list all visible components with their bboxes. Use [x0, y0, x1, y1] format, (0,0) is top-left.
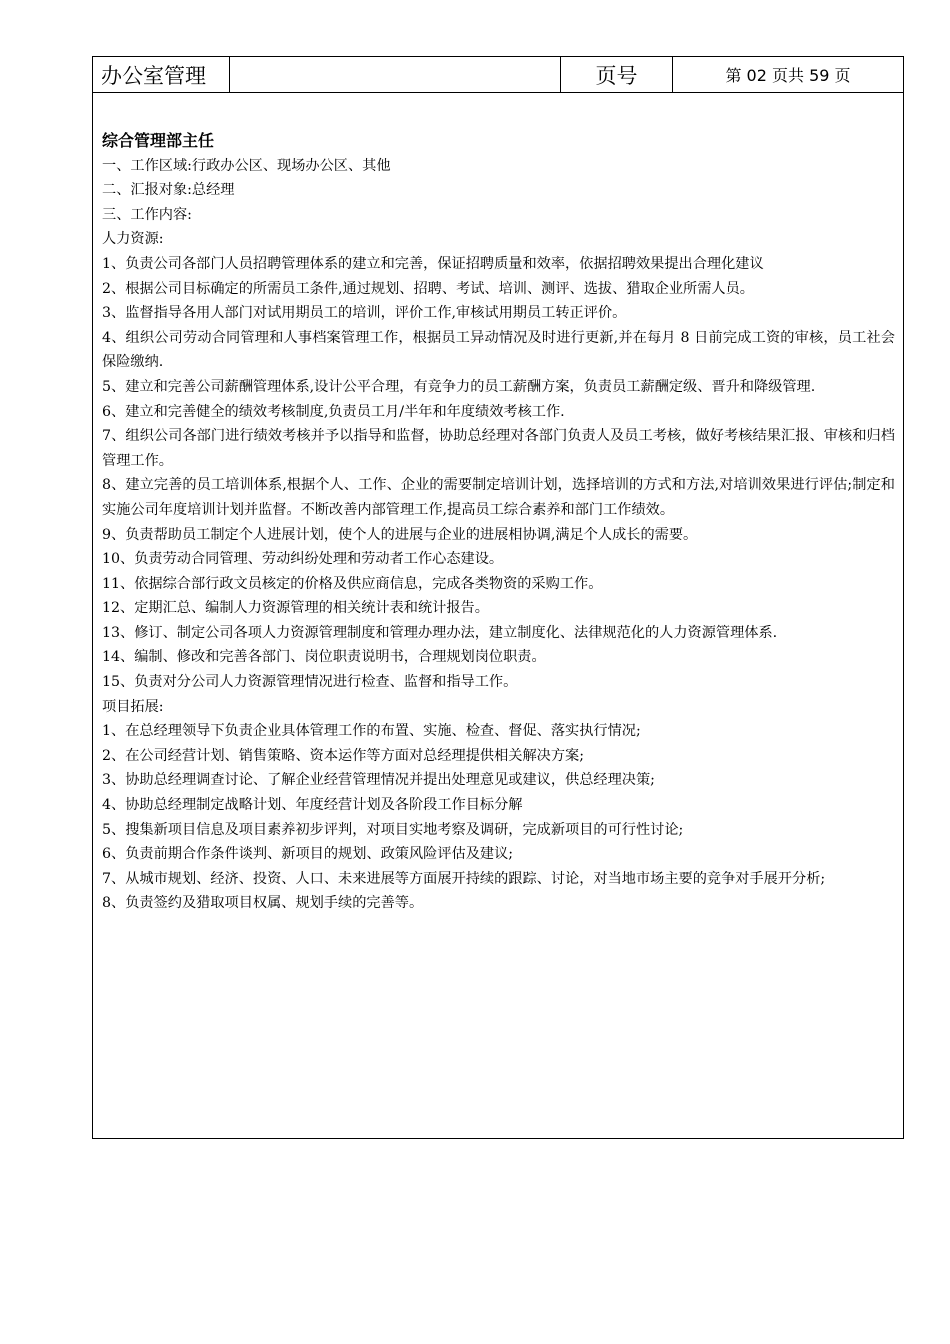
- hr-duty-item: 11、依据综合部行政文员核定的价格及供应商信息，完成各类物资的采购工作。: [102, 575, 603, 592]
- project-heading: 项目拓展:: [102, 698, 164, 715]
- hr-duty-item: 2、根据公司目标确定的所需员工条件,通过规划、招聘、考试、培训、测评、选拔、猎取企业所需人员。: [102, 280, 754, 297]
- header-blank-cell: [230, 57, 561, 92]
- project-duty-item: 7、从城市规划、经济、投资、人口、未来进展等方面展开持续的跟踪、讨论，对当地市场主要的竞争对手展开分析;: [102, 870, 826, 887]
- hr-duty-item: 10、负责劳动合同管理、劳动纠纷处理和劳动者工作心态建设。: [102, 551, 504, 568]
- hr-duty-item: 5、建立和完善公司薪酬管理体系,设计公平合理，有竞争力的员工薪酬方案，负责员工薪酬定级、晋升和降级管理.: [102, 378, 816, 395]
- hr-heading: 人力资源:: [102, 231, 164, 248]
- project-duty-item: 3、协助总经理调查讨论、了解企业经营管理情况并提出处理意见或建议，供总经理决策;: [102, 772, 655, 789]
- project-duty-list: [102, 719, 895, 916]
- project-duty-item: 1、在总经理领导下负责企业具体管理工作的布置、实施、检查、督促、落实执行情况;: [102, 723, 641, 740]
- project-duty-item: 6、负责前期合作条件谈判、新项目的规划、政策风险评估及建议;: [102, 846, 514, 863]
- section-title: 办公室管理: [93, 57, 230, 92]
- hr-duty-item: 4、组织公司劳动合同管理和人事档案管理工作，根据员工异动情况及时进行更新,并在每月 8 日前完成工资的审核，员工社会保险缴纳.: [102, 329, 895, 371]
- work-content-heading: 三、工作内容:: [102, 206, 192, 223]
- hr-duty-item: 7、组织公司各部门进行绩效考核并予以指导和监督，协助总经理对各部门负责人及员工考核，做好考核结果汇报、审核和归档管理工作。: [102, 428, 895, 469]
- hr-duty-item: 3、监督指导各用人部门对试用期员工的培训，评价工作,审核试用期员工转正评价。: [102, 305, 627, 322]
- hr-duty-item: 1、负责公司各部门人员招聘管理体系的建立和完善，保证招聘质量和效率，依据招聘效果提出合理化建议: [102, 255, 764, 272]
- hr-duty-item: 8、建立完善的员工培训体系,根据个人、工作、企业的需要制定培训计划，选择培训的方式和方法,对培训效果进行评估;制定和实施公司年度培训计划并监督。不断改善内部管理工作,提高员工综合素养和部门工作绩效。: [102, 477, 895, 518]
- header-row: [93, 57, 903, 93]
- project-duty-item: 5、搜集新项目信息及项目素养初步评判，对项目实地考察及调研，完成新项目的可行性讨论;: [102, 821, 684, 838]
- hr-duty-item: 9、负责帮助员工制定个人进展计划，使个人的进展与企业的进展相协调,满足个人成长的需要。: [102, 526, 698, 543]
- document-frame: [92, 56, 904, 1139]
- project-duty-item: 4、协助总经理制定战略计划、年度经营计划及各阶段工作目标分解: [102, 797, 523, 814]
- work-area-line: 一、工作区域:行政办公区、现场办公区、其他: [102, 157, 391, 174]
- page-number: 第 02 页共 59 页: [725, 66, 851, 85]
- document-title: 综合管理部主任: [102, 131, 215, 150]
- project-duty-item: 8、负责签约及猎取项目权属、规划手续的完善等。: [102, 895, 424, 912]
- report-to-line: 二、汇报对象:总经理: [102, 182, 235, 199]
- project-duty-item: 2、在公司经营计划、销售策略、资本运作等方面对总经理提供相关解决方案;: [102, 747, 584, 764]
- hr-duty-item: 13、修订、制定公司各项人力资源管理制度和管理办理办法，建立制度化、法律规范化的人力资源管理体系.: [102, 624, 778, 641]
- hr-duty-item: 6、建立和完善健全的绩效考核制度,负责员工月/半年和年度绩效考核工作.: [102, 403, 565, 420]
- hr-duty-item: 15、负责对分公司人力资源管理情况进行检查、监督和指导工作。: [102, 674, 518, 691]
- document-body: [93, 93, 903, 916]
- hr-duty-item: 12、定期汇总、编制人力资源管理的相关统计表和统计报告。: [102, 600, 489, 617]
- hr-duty-list: [102, 252, 895, 695]
- hr-duty-item: 14、编制、修改和完善各部门、岗位职责说明书，合理规划岗位职责。: [102, 649, 546, 666]
- page-label: 页号: [561, 57, 673, 92]
